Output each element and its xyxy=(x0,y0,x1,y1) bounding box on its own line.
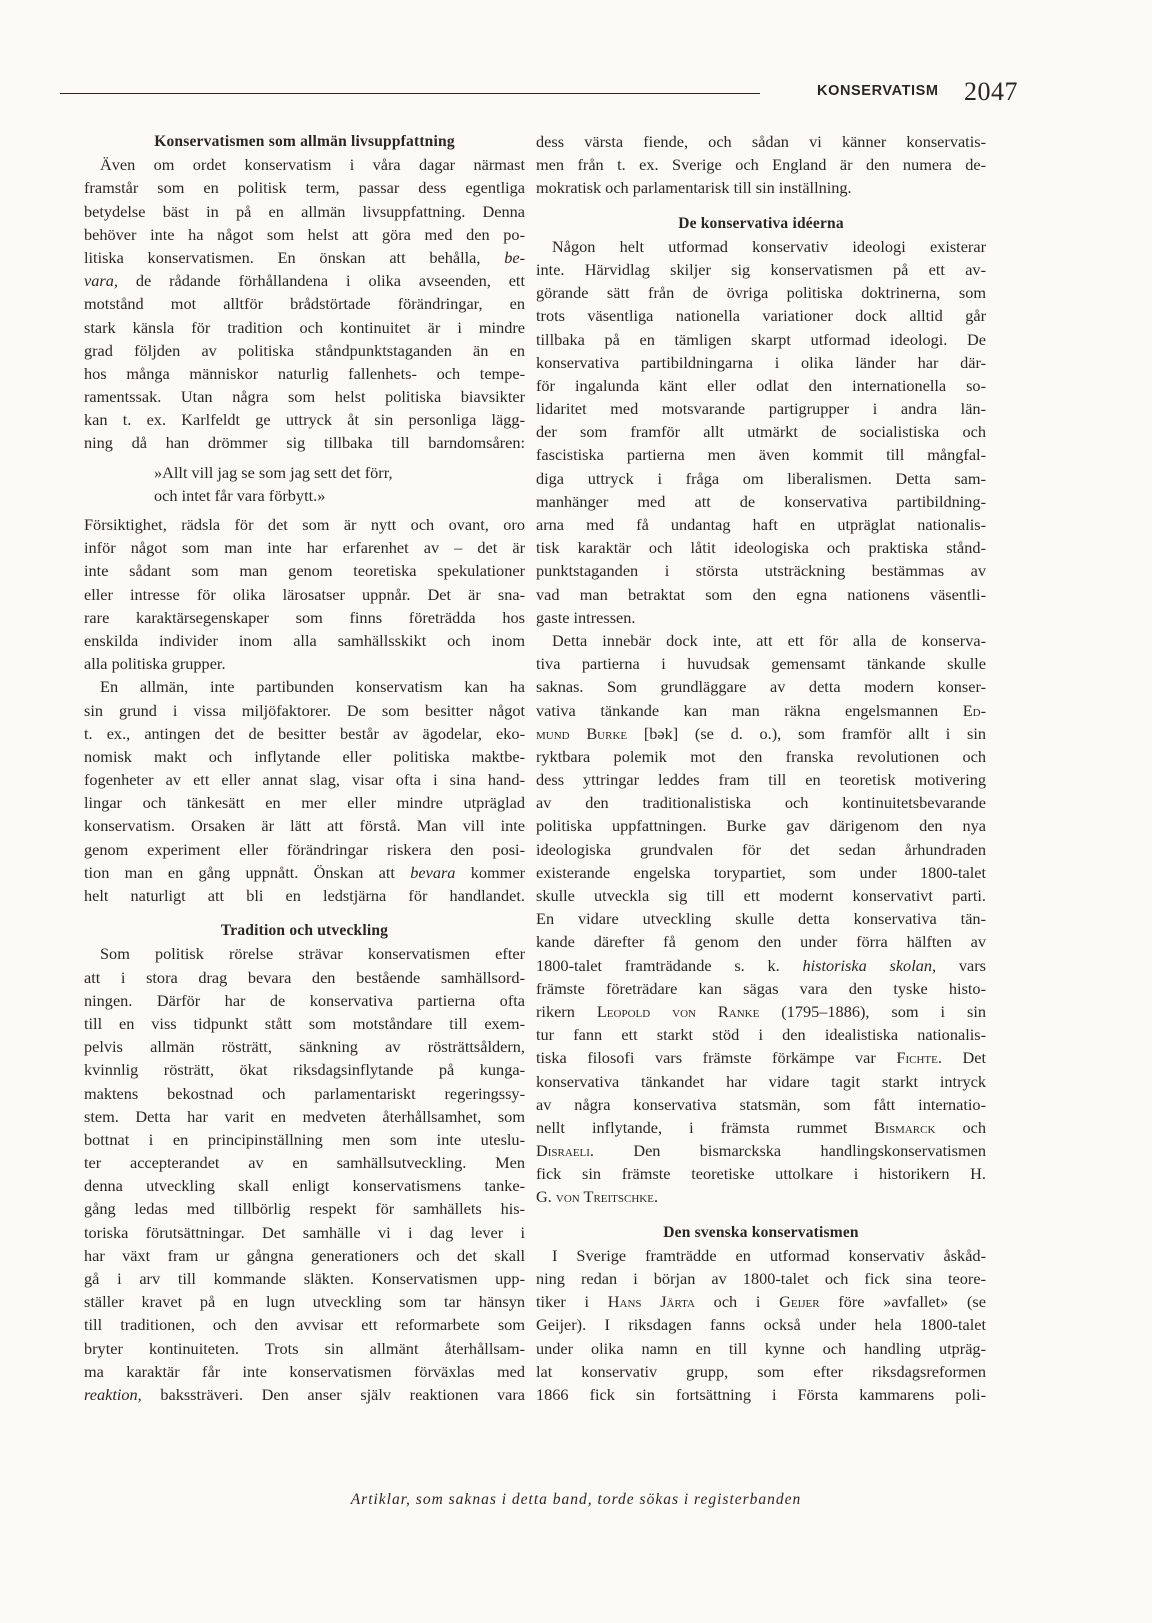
text-line: 1866 fick sin fortsättning i Första kammarens poli- xyxy=(536,1384,986,1404)
text-line: gång ledas med tillbörlig respekt för samhällets his- xyxy=(84,1199,525,1219)
text-line: tiska filosofi vars främste förkämpe var Fichte. Det xyxy=(536,1048,987,1068)
text-line: pelvis allmän rösträtt, sänkning av rösträttsåldern, xyxy=(84,1037,525,1057)
page-number: 2047 xyxy=(964,77,1018,106)
text-line: Geijer). I riksdagen fanns också under hela 1800-talet xyxy=(536,1315,986,1335)
text-line: Disraeli. Den bismarckska handlingskonservatismen xyxy=(536,1141,986,1161)
text-line: denna utveckling skall enligt konservatismens tanke- xyxy=(84,1176,525,1196)
text-line: stem. Detta har varit en medveten återhållsamhet, som xyxy=(84,1106,525,1126)
text-line: ning då han drömmer sig tillbaka till barndomsåren: xyxy=(84,433,525,453)
text-line: motstånd mot alltför brådstörtade förändringar, en xyxy=(84,294,525,314)
person-name: Ed- xyxy=(962,700,986,720)
text-line: manhänger med att de konservativa partibildning- xyxy=(536,491,986,511)
quote-line: »Allt vill jag se som jag sett det förr, xyxy=(154,462,393,482)
text-line: framstår som en politisk term, passar dess egentliga xyxy=(84,178,525,198)
text-line: nomisk makt och inflytande eller politiska maktbe- xyxy=(84,746,525,766)
person-name: mund Burke xyxy=(536,723,628,743)
text-line: men från t. ex. Sverige och England är den numera de- xyxy=(536,155,986,175)
text-line: En allmän, inte partibunden konservatism kan ha xyxy=(100,677,525,697)
text-line: av några konservativa statsmän, som fått internatio- xyxy=(536,1094,986,1114)
text-line: Även om ordet konservatism i våra dagar närmast xyxy=(100,155,525,175)
text-line: bryter kontinuiteten. Trots sin allmänt återhållsam- xyxy=(84,1338,525,1358)
text-line: reaktion, bakssträveri. Den anser själv reaktionen vara xyxy=(84,1384,525,1404)
text-line: Detta innebär dock inte, att ett för alla de konserva- xyxy=(552,630,986,650)
text-line: tiva partierna i huvudsak gemensamt tänkande skulle xyxy=(536,654,986,674)
text-line: ideologiska grundvalen för det sedan århundraden xyxy=(536,839,986,859)
text-line: för ingalunda känt eller odlat den internationella so- xyxy=(536,375,986,395)
text-line: tisk karaktär och låtit ideologiska och praktiska stånd- xyxy=(536,538,986,558)
section-heading-svenska: Den svenska konservatismen xyxy=(663,1223,859,1241)
text-line: helt naturligt att bli en ledstjärna för handlandet. xyxy=(84,886,525,905)
text-line: till traditionen, och den avvisar ett reformarbete som xyxy=(84,1315,525,1335)
person-name: Bismarck xyxy=(874,1117,936,1137)
text-line: tion man en gång uppnått. Önskan att bevara kommer xyxy=(84,862,525,882)
text-line: vativa tänkande kan man räkna engelsmannen Ed- xyxy=(536,700,986,720)
page-footer-note: Artiklar, som saknas i detta band, torde sökas i registerbanden xyxy=(350,1491,802,1508)
text-line: ningen. Därför har de konservativa partierna ofta xyxy=(84,990,525,1010)
text-line: genom experiment eller förändringar riskera den posi- xyxy=(84,839,525,859)
text-line: rikern Leopold von Ranke (1795–1886), som i sin xyxy=(536,1001,987,1021)
text-line: att i stora drag bevara den bestående samhällsord- xyxy=(84,967,525,987)
text-line: kande därefter få genom den under förra hälften av xyxy=(536,932,986,952)
text-line: inte. Härvidlag skiljer sig konservatismen på ett av- xyxy=(536,259,986,279)
text-line: gå i arv till kommande släkten. Konservatismen upp- xyxy=(84,1269,525,1288)
text-line: görande sätt från de övriga politiska doktrinerna, som xyxy=(536,283,986,303)
text-line: t. ex., antingen det de besitter består av ägodelar, eko- xyxy=(84,723,525,743)
text-line: inför något som man inte har erfarenhet av – det är xyxy=(84,538,525,558)
person-name: G. von Treitschke xyxy=(536,1187,654,1207)
text-line: grad följden av politiska ståndpunktstaganden än en xyxy=(84,340,525,360)
text-line: ter accepterandet av en samhällsutveckling. Men xyxy=(84,1153,525,1173)
text-line: Som politisk rörelse strävar konservatismen efter xyxy=(100,944,525,964)
text-line: gaste intressen. xyxy=(536,607,636,627)
section-heading-tradition: Tradition och utveckling xyxy=(220,922,389,940)
text-line: En vidare utveckling skulle detta konservativa tän- xyxy=(536,909,986,929)
text-line: sin grund i vissa miljöfaktorer. De som besitter något xyxy=(84,700,525,720)
text-line: mund Burke [bək] (se d. o.), som framför allt i sin xyxy=(536,723,986,743)
left-column xyxy=(84,130,525,1406)
quote-line: och intet får vara förbytt.» xyxy=(154,485,326,505)
text-line: kvinnlig rösträtt, ökat riksdagsinflytande på kunga- xyxy=(84,1060,525,1080)
text-line: tiker i Hans Järta och i Geijer före »avfallet» (se xyxy=(536,1292,986,1312)
text-line: främste företrädare kan sägas vara den tyske histo- xyxy=(536,978,986,998)
text-line: dess yttringar leddes fram till en teoretisk motivering xyxy=(536,770,986,790)
text-line: alla politiska grupper. xyxy=(84,654,226,674)
text-line: saknas. Som grundläggare av detta modern konser- xyxy=(536,677,986,697)
text-line: eller intresse för olika lärosatser uppnår. Det är sna- xyxy=(84,584,525,604)
text-line: enskilda individer inom alla samhällsskikt och inom xyxy=(84,630,525,650)
section-heading-ideerna: De konservativa idéerna xyxy=(678,214,844,232)
text-line: har växt fram ur gångna generationers och det skall xyxy=(84,1245,525,1265)
person-name: Fichte xyxy=(896,1048,938,1068)
text-line: under olika namn en till kynne och handling utpräg- xyxy=(536,1338,986,1358)
running-head: KONSERVATISM xyxy=(817,83,939,99)
text-line: arna med få undantag haft en utpräglat nationalis- xyxy=(536,515,986,534)
text-line: skulle utveckla sig till ett modernt konservativt parti. xyxy=(536,886,986,905)
text-line: lidaritet med motsvarande partigrupper i andra län- xyxy=(536,399,986,419)
text-line: konservativa partibildningarna i olika länder har där- xyxy=(536,352,986,372)
page-header xyxy=(60,77,1018,110)
text-line: Någon helt utformad konservativ ideologi existerar xyxy=(552,236,986,256)
text-line: betydelse bäst in på en allmän livsuppfattning. Denna xyxy=(84,201,525,221)
text-line: Försiktighet, rädsla för det som är nytt och ovant, oro xyxy=(84,515,525,534)
text-line: dess värsta fiende, och sådan vi känner konservatis- xyxy=(536,132,986,151)
text-line: maktens bekostnad och parlamentariskt regeringssy- xyxy=(84,1083,525,1103)
text-line: 1800-talet framträdande s. k. historiska skolan, vars xyxy=(536,955,986,975)
text-line: vara, de rådande förhållandena i olika avseenden, ett xyxy=(84,271,525,291)
text-line: I Sverige framträdde en utformad konservativ åskåd- xyxy=(552,1245,986,1265)
text-line: tur fann ett starkt stöd i den idealistiska nationalis- xyxy=(536,1025,986,1045)
text-line: rare karaktärsegenskaper som finns företrädda hos xyxy=(84,607,525,627)
text-line: bottnat i en principinställning men som inte uteslu- xyxy=(84,1129,525,1149)
right-column xyxy=(536,130,986,1406)
text-line: konservativa tänkandet har vidare tagit starkt intryck xyxy=(536,1071,986,1091)
person-name: Leopold von Ranke xyxy=(596,1001,760,1021)
text-line: ma karaktär får inte konservatismen förväxlas med xyxy=(84,1361,525,1381)
text-line: existerande engelska torypartiet, som under 1800-talet xyxy=(536,862,986,882)
text-line: kan t. ex. Karlfeldt ge uttryck åt sin personliga lägg- xyxy=(84,410,525,430)
text-line: diga uttryck i fråga om liberalismen. Detta sam- xyxy=(536,468,986,488)
text-line: trots väsentliga nationella variationer dock alltid går xyxy=(536,306,986,326)
text-line: litiska konservatismen. En önskan att behålla, be- xyxy=(84,247,525,267)
text-line: hos många människor naturlig fallenhets- och tempe- xyxy=(84,363,525,383)
text-line: ryktbara polemik mot den franska revolutionen och xyxy=(536,746,986,766)
text-line: lat konservativ grupp, som efter riksdagsreformen xyxy=(536,1361,986,1381)
text-line: behöver inte ha något som helst att göra med den po- xyxy=(84,224,525,244)
header-rule xyxy=(60,93,760,94)
person-name: Hans Järta xyxy=(607,1292,695,1312)
text-line: vad man betraktat som den egna nationens väsentli- xyxy=(536,584,986,604)
text-line: mokratisk och parlamentarisk till sin inställning. xyxy=(536,178,852,198)
text-line: nellt inflytande, i främsta rummet Bismarck och xyxy=(536,1117,987,1137)
text-line: fick sin främste teoretiske uttolkare i historikern H. xyxy=(536,1164,986,1184)
text-line: der som framför allt utmärkt de socialistiska och xyxy=(536,422,986,442)
text-line: av den traditionalistiska och kontinuitetsbevarande xyxy=(536,793,986,813)
text-line: ställer kravet på en lugn utveckling som tar hänsyn xyxy=(84,1292,525,1312)
text-line: stark känsla för tradition och kontinuitet är i mindre xyxy=(84,317,525,337)
text-line: till en viss tidpunkt stått som motståndare till exem- xyxy=(84,1013,525,1033)
text-line: inte sådant som man genom teoretiska spekulationer xyxy=(84,561,525,581)
text-line: fogenheter av ett eller annat slag, visar ofta i sina hand- xyxy=(84,770,525,790)
text-line: konservatism. Orsaken är lätt att förstå. Man vill inte xyxy=(84,816,525,836)
text-line: tillbaka på en tämligen skarpt utformad ideologi. De xyxy=(536,329,986,349)
person-name: Disraeli xyxy=(536,1141,590,1161)
text-line: ning redan i början av 1800-talet och fick sina teore- xyxy=(536,1269,986,1288)
text-line: G. von Treitschke. xyxy=(536,1187,659,1207)
text-line: lingar och tänkesätt en mer eller mindre utpräglad xyxy=(84,793,525,813)
text-line: politiska uppfattningen. Burke gav därigenom den nya xyxy=(536,816,986,836)
text-line: toriska förutsättningar. Det samhälle vi i dag lever i xyxy=(84,1222,525,1242)
text-line: punktstaganden i största utsträckning bestämmas av xyxy=(536,561,986,581)
text-line: fascistiska partierna men även kommit till mångfal- xyxy=(536,445,986,465)
section-heading-livsuppfattning: Konservatismen som allmän livsuppfattning xyxy=(154,133,455,150)
person-name: Geijer xyxy=(779,1292,820,1312)
text-line: ramentssak. Utan några som helst politiska biavsikter xyxy=(84,387,525,407)
